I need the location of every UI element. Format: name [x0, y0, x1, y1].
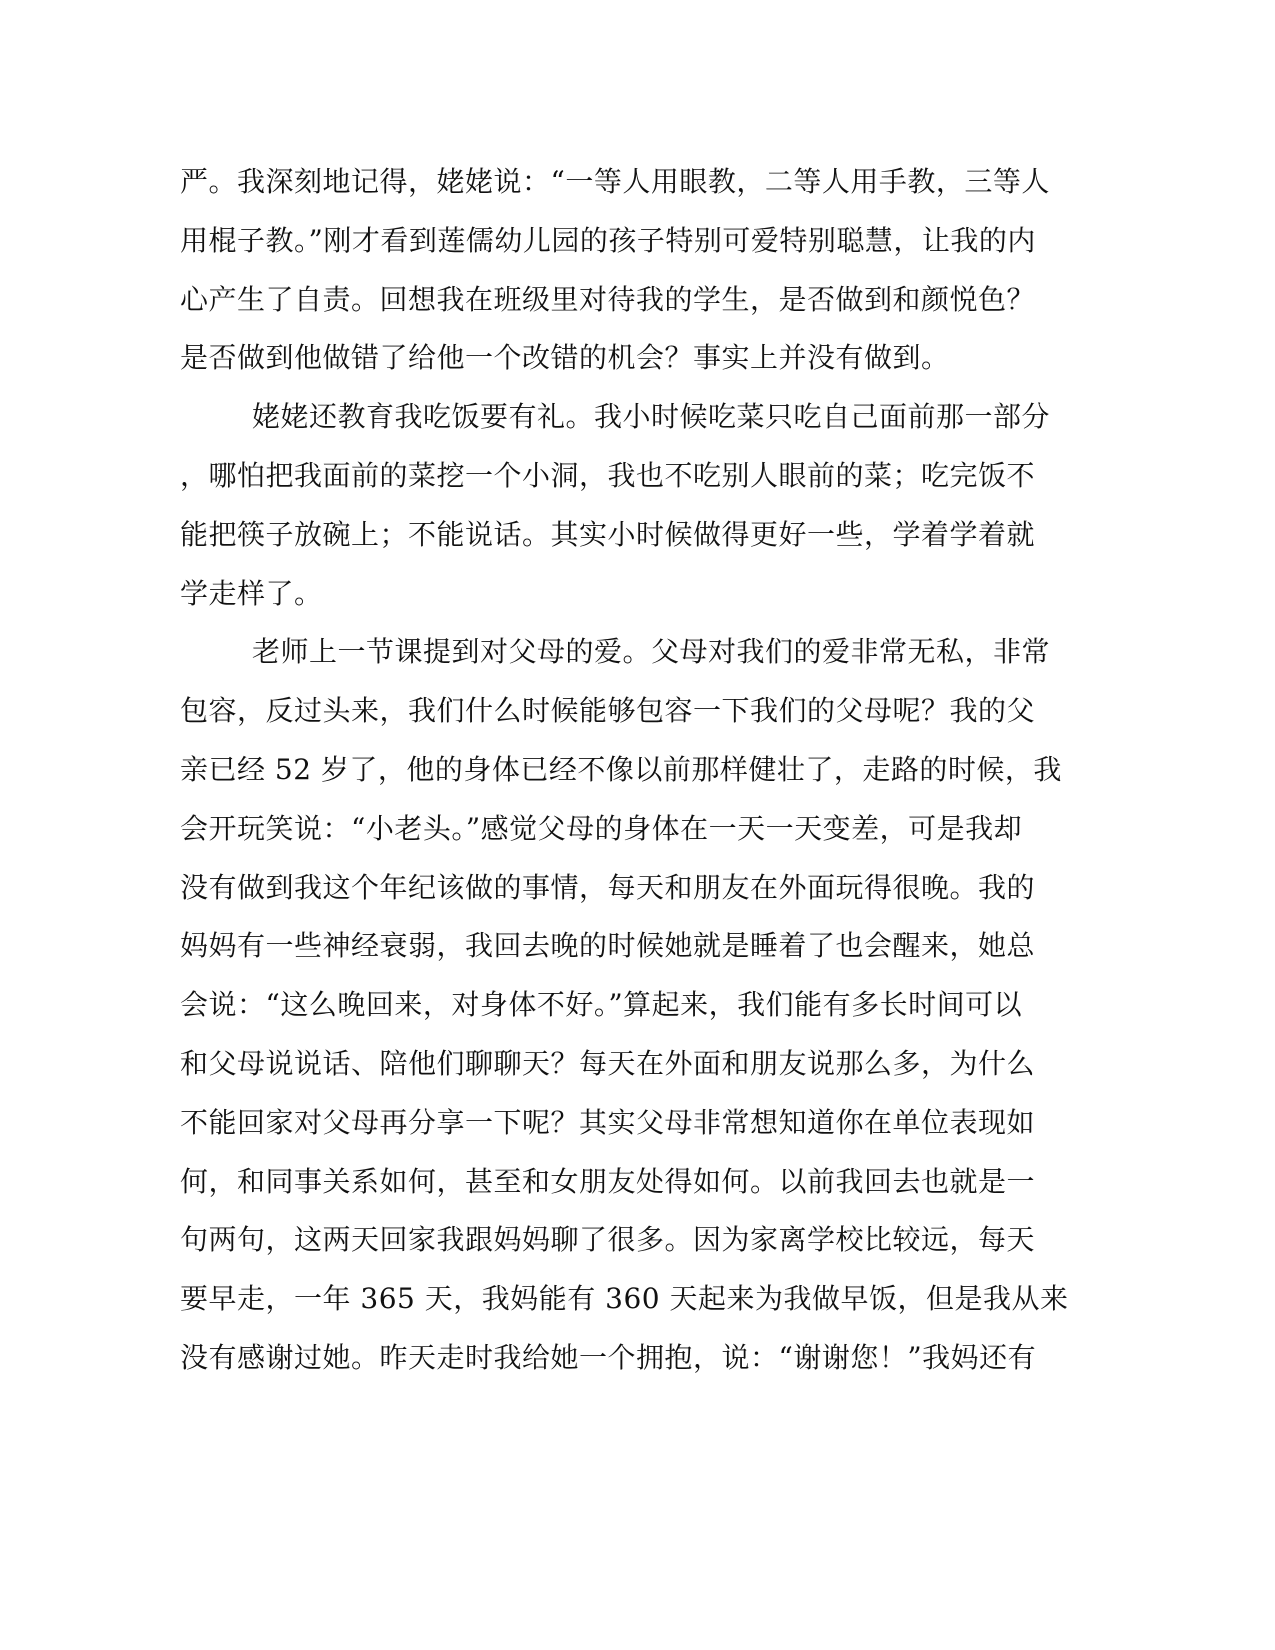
text-line: 心产生了自责。回想我在班级里对待我的学生，是否做到和颜悦色？ [180, 282, 1036, 316]
text-line: 会说：“这么晚回来，对身体不好。”算起来，我们能有多长时间可以 [180, 988, 1023, 1022]
text-line: 何，和同事关系如何，甚至和女朋友处得如何。以前我回去也就是一 [180, 1164, 1036, 1198]
body-text [180, 160, 1069, 1395]
text-line: 包容，反过头来，我们什么时候能够包容一下我们的父母呢？我的父 [180, 694, 1036, 728]
text-line: 是否做到他做错了给他一个改错的机会？事实上并没有做到。 [180, 341, 950, 375]
text-line: 亲已经 52 岁了，他的身体已经不像以前那样健壮了，走路的时候，我 [180, 752, 1062, 786]
text-line: 能把筷子放碗上；不能说话。其实小时候做得更好一些，学着学着就 [180, 517, 1036, 551]
text-line: 严。我深刻地记得，姥姥说：“一等人用眼教，二等人用手教，三等人 [180, 165, 1050, 198]
text-line: 没有做到我这个年纪该做的事情，每天和朋友在外面玩得很晚。我的 [180, 870, 1036, 904]
text-line: 会开玩笑说：“小老头。”感觉父母的身体在一天一天变差，可是我却 [180, 811, 1023, 845]
text-line: 不能回家对父母再分享一下呢？其实父母非常想知道你在单位表现如 [180, 1105, 1036, 1139]
paragraph-first-line: 姥姥还教育我吃饭要有礼。我小时候吃菜只吃自己面前那一部分 [252, 400, 1051, 434]
text-line: 要早走，一年 365 天，我妈能有 360 天起来为我做早饭，但是我从来 [180, 1282, 1069, 1316]
text-line: 没有感谢过她。昨天走时我给她一个拥抱，说：“谢谢您！”我妈还有 [180, 1340, 1037, 1374]
text-line: 和父母说说话、陪他们聊聊天？每天在外面和朋友说那么多，为什么 [180, 1046, 1036, 1080]
text-line: 学走样了。 [180, 576, 323, 610]
text-line: 用棍子教。”刚才看到莲儒幼儿园的孩子特别可爱特别聪慧，让我的内 [180, 223, 1036, 257]
text-line: 妈妈有一些神经衰弱，我回去晚的时候她就是睡着了也会醒来，她总 [180, 929, 1036, 963]
text-line: ，哪怕把我面前的菜挖一个小洞，我也不吃别人眼前的菜；吃完饭不 [180, 458, 1036, 492]
text-line: 句两句，这两天回家我跟妈妈聊了很多。因为家离学校比较远，每天 [180, 1223, 1036, 1257]
paragraph-first-line: 老师上一节课提到对父母的爱。父母对我们的爱非常无私，非常 [252, 635, 1051, 669]
